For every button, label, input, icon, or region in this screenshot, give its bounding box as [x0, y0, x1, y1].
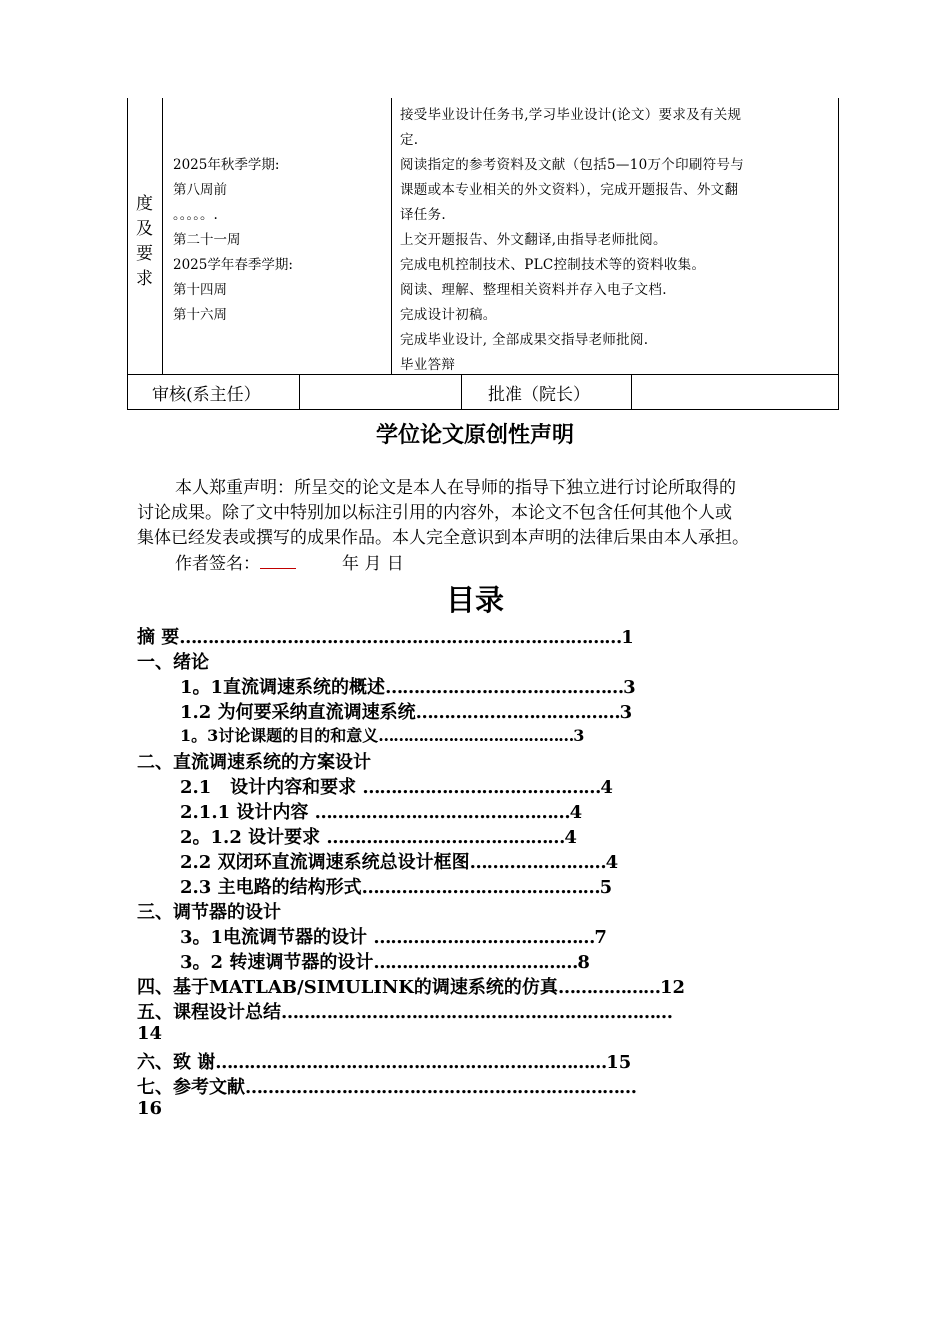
declaration-title: 学位论文原创性声明: [375, 423, 574, 448]
toc-entry[interactable]: 1。3讨论课题的目的和意义…………………………………3: [180, 726, 585, 745]
declaration-line: 集体已经发表或撰写的成果作品。本人完全意识到本声明的法律后果由本人承担。: [137, 528, 749, 548]
date-line: 2025年秋季学期:: [173, 157, 280, 173]
toc-entry[interactable]: 1。1直流调速系统的概述……………………………………3: [180, 677, 636, 698]
toc-entry[interactable]: 3。2 转速调节器的设计………………………………8: [180, 952, 590, 973]
toc-entry[interactable]: 四、基于MATLAB/SIMULINK的调速系统的仿真………………12: [137, 977, 685, 998]
toc-entry-page: 14: [137, 1023, 163, 1044]
date-line: 第八周前: [173, 182, 227, 198]
toc-entry[interactable]: 七、参考文献……………………………………………………………: [137, 1077, 636, 1098]
task-line: 上交开题报告、外文翻译,由指导老师批阅。: [400, 232, 667, 248]
task-line: 阅读、理解、整理相关资料并存入电子文档.: [400, 282, 667, 298]
task-line: 阅读指定的参考资料及文献（包括5—10万个印刷符号与: [400, 157, 745, 173]
toc-entry[interactable]: 2.2 双闭环直流调速系统总设计框图……………………4: [180, 852, 619, 873]
task-line: 毕业答辩: [400, 357, 456, 373]
toc-entry[interactable]: 2.1 设计内容和要求 ……………………………………4: [180, 777, 613, 798]
toc-entry[interactable]: 五、课程设计总结……………………………………………………………: [137, 1002, 672, 1023]
toc-entry[interactable]: 六、致 谢……………………………………………………………15: [137, 1052, 632, 1073]
toc-entry[interactable]: 二、直流调速系统的方案设计: [137, 752, 371, 773]
date-line: 第十四周: [173, 282, 227, 298]
toc-entry[interactable]: 2.1.1 设计内容 ………………………………………4: [180, 802, 583, 823]
toc-entry[interactable]: 三、调节器的设计: [137, 902, 281, 923]
declaration-line: 讨论成果。除了文中特别加以标注引用的内容外，本论文不包含任何其他个人或: [137, 503, 732, 523]
date-line: 。。。。。.: [173, 207, 218, 223]
toc-entry[interactable]: 2。1.2 设计要求 ……………………………………4: [180, 827, 577, 848]
toc-entry[interactable]: 2.3 主电路的结构形式……………………………………5: [180, 877, 613, 898]
schedule-label-char: 要: [136, 244, 153, 264]
declaration-line: 本人郑重声明：所呈交的论文是本人在导师的指导下独立进行讨论所取得的: [175, 478, 736, 498]
toc-entry[interactable]: 一、绪论: [137, 652, 209, 673]
date-line: 第二十一周: [173, 232, 241, 248]
date-label: 年 月 日: [342, 554, 404, 574]
task-line: 课题或本专业相关的外文资料），完成开题报告、外文翻: [400, 182, 739, 198]
toc-entry-page: 16: [137, 1098, 163, 1119]
task-line: 定.: [400, 132, 419, 148]
date-line: 第十六周: [173, 307, 227, 323]
signature-row: [175, 549, 404, 574]
signature-label: 作者签名：: [175, 554, 260, 574]
review-label: 审核(系主任）: [152, 385, 261, 405]
task-line: 接受毕业设计任务书,学习毕业设计(论文）要求及有关规: [400, 107, 742, 123]
task-line: 译任务.: [400, 207, 446, 223]
schedule-label-char: 度: [136, 194, 153, 214]
date-line: 2025学年春季学期:: [173, 257, 293, 273]
toc-entry[interactable]: 摘 要……………………………………………………………………1: [137, 627, 634, 648]
toc-entry[interactable]: 3。1电流调节器的设计 …………………………………7: [180, 927, 607, 948]
signature-field[interactable]: [260, 552, 296, 569]
toc-title: 目录: [445, 583, 504, 617]
task-line: 完成毕业设计, 全部成果交指导老师批阅.: [400, 332, 649, 348]
task-line: 完成设计初稿。: [400, 307, 497, 323]
schedule-label-char: 求: [136, 269, 153, 289]
schedule-label-char: 及: [136, 219, 153, 239]
task-line: 完成电机控制技术、PLC控制技术等的资料收集。: [400, 257, 706, 273]
approve-label: 批准（院长）: [488, 385, 590, 405]
toc-entry[interactable]: 1.2 为何要采纳直流调速系统………………………………3: [180, 702, 633, 723]
